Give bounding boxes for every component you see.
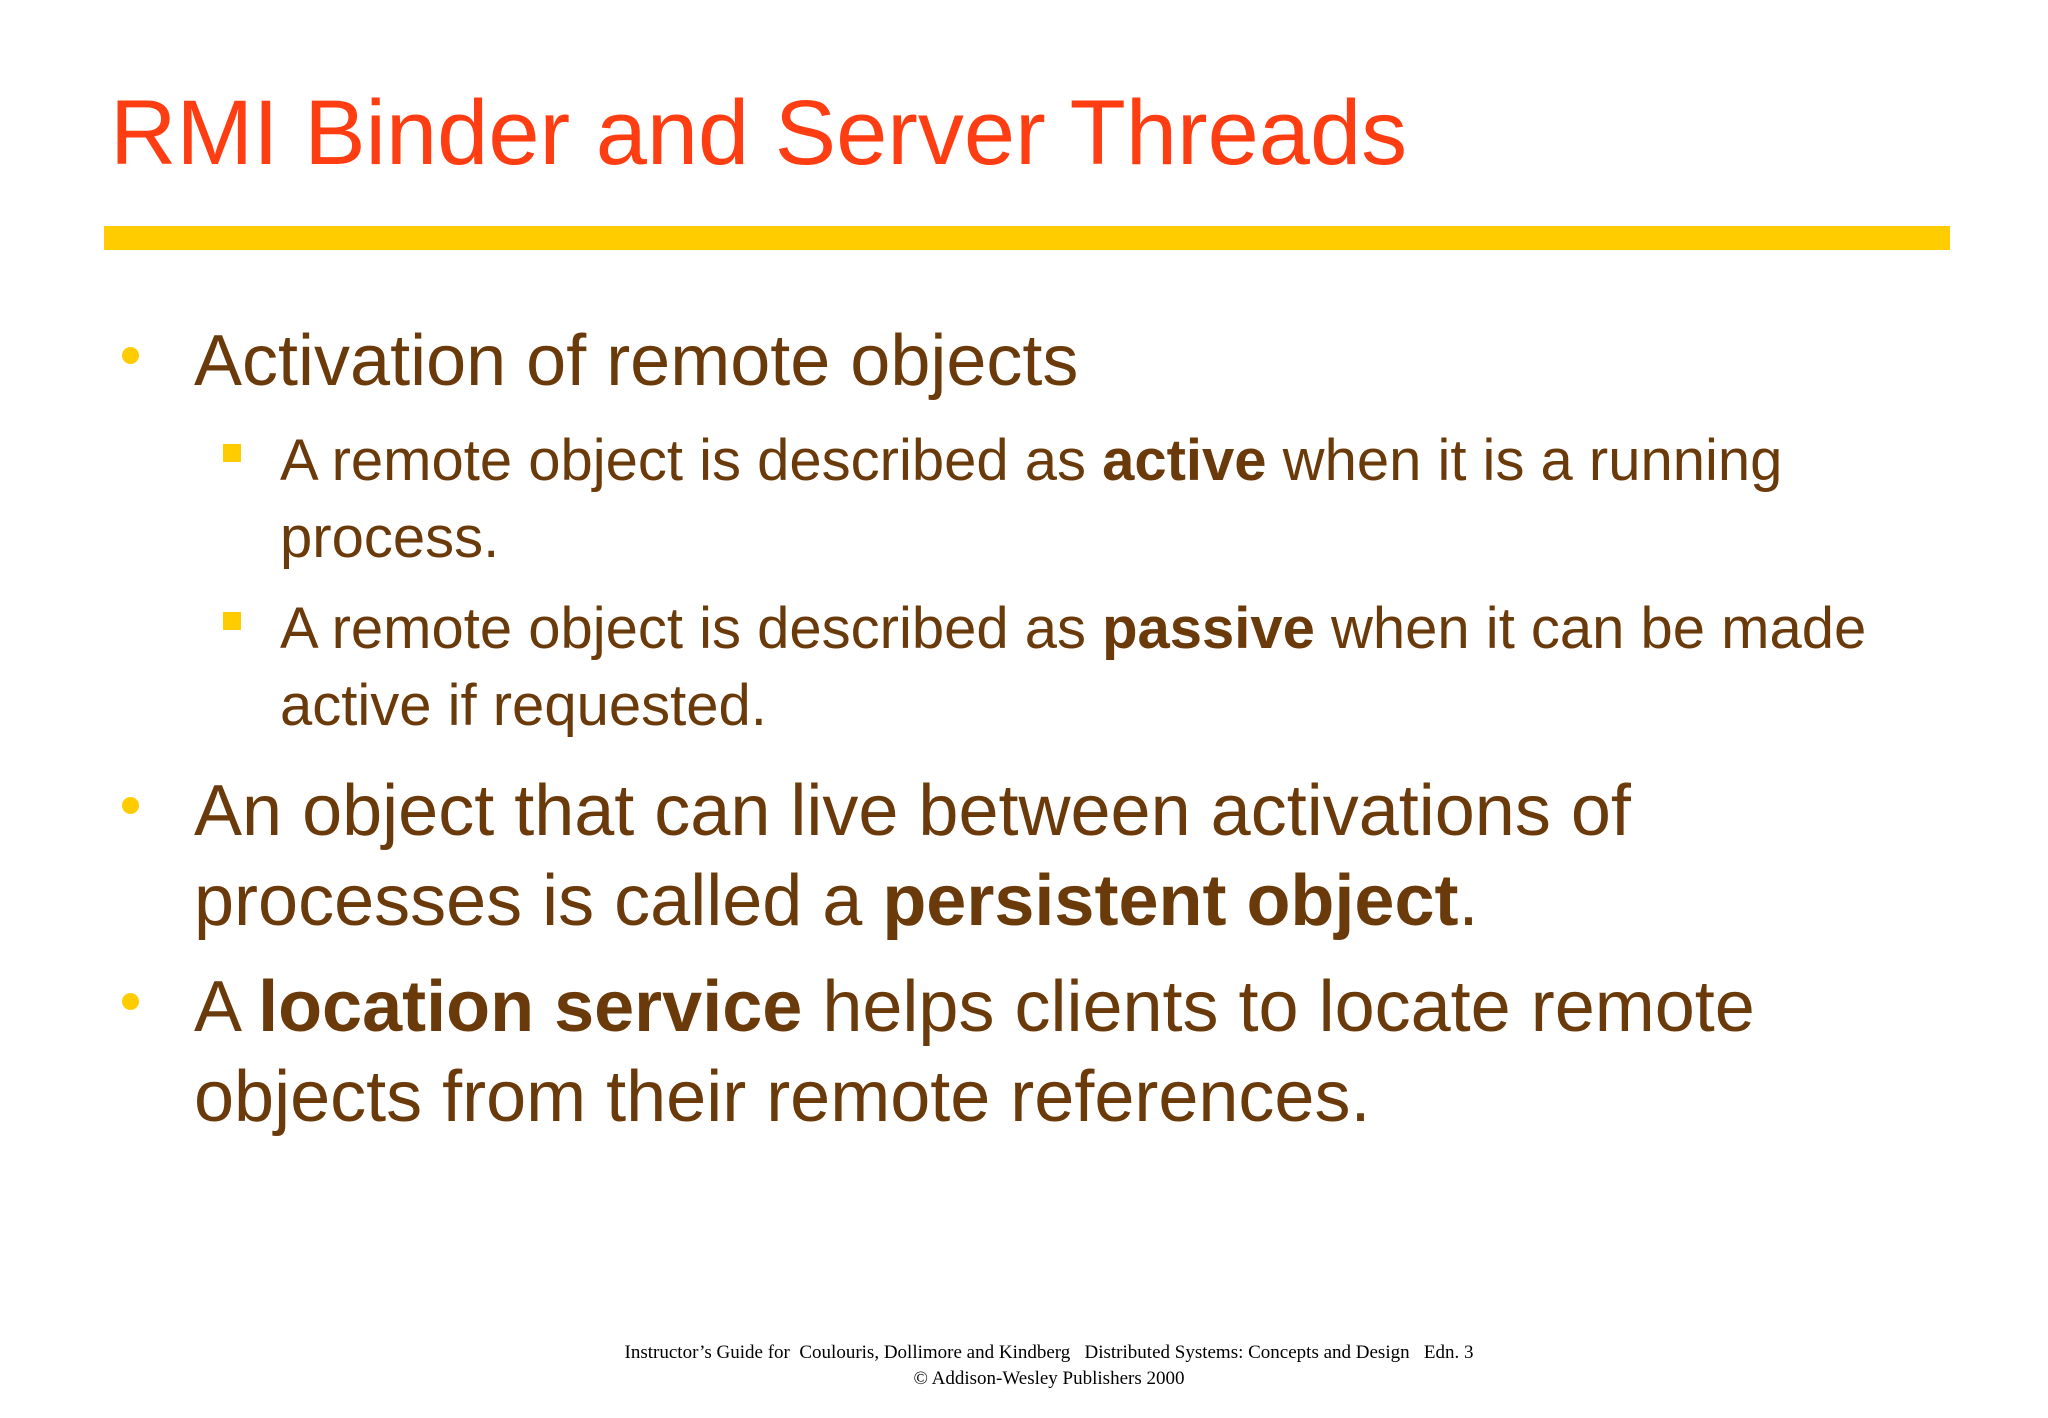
square-bullet-icon [223, 444, 241, 462]
sub-bullet-passive [280, 590, 1960, 744]
bullet-text-post: . [1458, 861, 1479, 941]
sub-bullet-active [280, 422, 1960, 576]
round-bullet-icon [122, 993, 139, 1010]
bullet-text-pre: A remote object is described as [280, 428, 1103, 493]
footer-copyright: © Addison-Wesley Publishers 2000 [913, 1368, 1185, 1389]
bullet-text-post: helps clients to locate remote objects from their remote references. [194, 967, 1755, 1137]
slide-footer [0, 1340, 2048, 1392]
bullet-text-post: when it is a running process. [280, 428, 1783, 570]
bullet-term-passive: passive [1102, 596, 1315, 661]
bullet-text: Activation of remote objects [194, 321, 1079, 401]
bullet-activation [194, 316, 1914, 406]
bullet-term-persistent-object: persistent object [882, 861, 1459, 941]
footer-citation: Instructor’s Guide for Coulouris, Dollimore and Kindberg Distributed Systems: Concepts and Design Edn. 3 [624, 1342, 1474, 1363]
bullet-text-pre: A remote object is described as [280, 596, 1103, 661]
bullet-text-post: when it can be made active if requested. [280, 596, 1867, 738]
bullet-persistent-object [194, 766, 1914, 946]
bullet-text-pre: A [194, 967, 259, 1047]
round-bullet-icon [122, 797, 139, 814]
bullet-term-active: active [1102, 428, 1267, 493]
bullet-location-service [194, 962, 1914, 1142]
slide-title: RMI Binder and Server Threads [110, 82, 1408, 184]
bullet-term-location-service: location service [258, 967, 803, 1047]
round-bullet-icon [122, 347, 139, 364]
square-bullet-icon [223, 612, 241, 630]
bullet-text-pre: An object that can live between activations of processes is called a [194, 771, 1631, 941]
